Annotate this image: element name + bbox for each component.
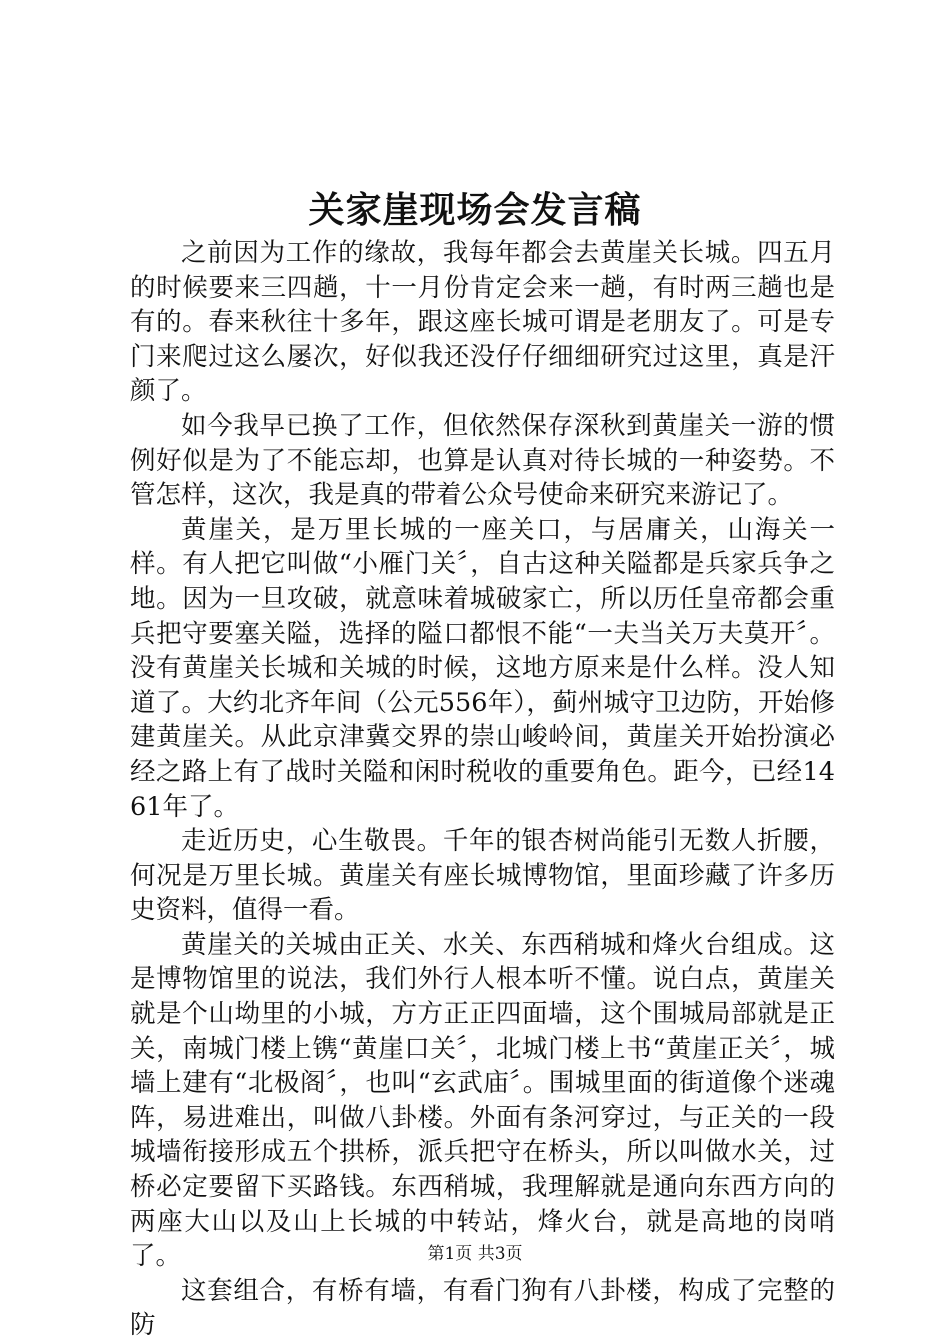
- paragraph-2: 如今我早已换了工作，但依然保存深秋到黄崖关一游的惯例好似是为了不能忘却，也算是认真对待长城的一种姿势。不管怎样，这次，我是真的带着公众号使命来研究来游记了。: [130, 410, 835, 511]
- document-body: [130, 236, 835, 1343]
- paragraph-5: 黄崖关的关城由正关、水关、东西稍城和烽火台组成。这是博物馆里的说法，我们外行人根本听不懂。说白点，黄崖关就是个山坳里的小城，方方正正四面墙，这个围城局部就是正关，南城门楼上镌“黄崖口关〞，北城门楼上书“黄崖正关〞，城墙上建有“北极阁〞，也叫“玄武庙〞。围城里面的街道像个迷魂阵，易进难出，叫做八卦楼。外面有条河穿过，与正关的一段城墙衔接形成五个拱桥，派兵把守在桥头，所以叫做水关，过桥必定要留下买路钱。东西稍城，我理解就是通向东西方向的两座大山以及山上长城的中转站，烽火台，就是高地的岗哨了。: [130, 929, 835, 1272]
- document-title: 关家崖现场会发言稿: [308, 189, 642, 231]
- paragraph-3: 黄崖关，是万里长城的一座关口，与居庸关，山海关一样。有人把它叫做“小雁门关〞，自古这种关隘都是兵家兵争之地。因为一旦攻破，就意味着城破家亡，所以历任皇帝都会重兵把守要塞关隘，选择的隘口都恨不能“一夫当关万夫莫开〞。没有黄崖关长城和关城的时候，这地方原来是什么样。没人知道了。大约北齐年间（公元556年），蓟州城守卫边防，开始修建黄崖关。从此京津冀交界的崇山峻岭间，黄崖关开始扮演必经之路上有了战时关隘和闲时税收的重要角色。距今，已经1461年了。: [130, 514, 835, 822]
- paragraph-1: 之前因为工作的缘故，我每年都会去黄崖关长城。四五月的时候要来三四趟，十一月份肯定会来一趟，有时两三趟也是有的。春来秋往十多年，跟这座长城可谓是老朋友了。可是专门来爬过这么屡次，好似我还没仔仔细细研究过这里，真是汗颜了。: [130, 238, 835, 407]
- page-footer: 第1页 共3页: [427, 1244, 523, 1264]
- paragraph-6: 这套组合，有桥有墙，有看门狗有八卦楼，构成了完整的防: [130, 1275, 835, 1341]
- paragraph-4: 走近历史，心生敬畏。千年的银杏树尚能引无数人折腰，何况是万里长城。黄崖关有座长城博物馆，里面珍藏了许多历史资料，值得一看。: [130, 826, 835, 926]
